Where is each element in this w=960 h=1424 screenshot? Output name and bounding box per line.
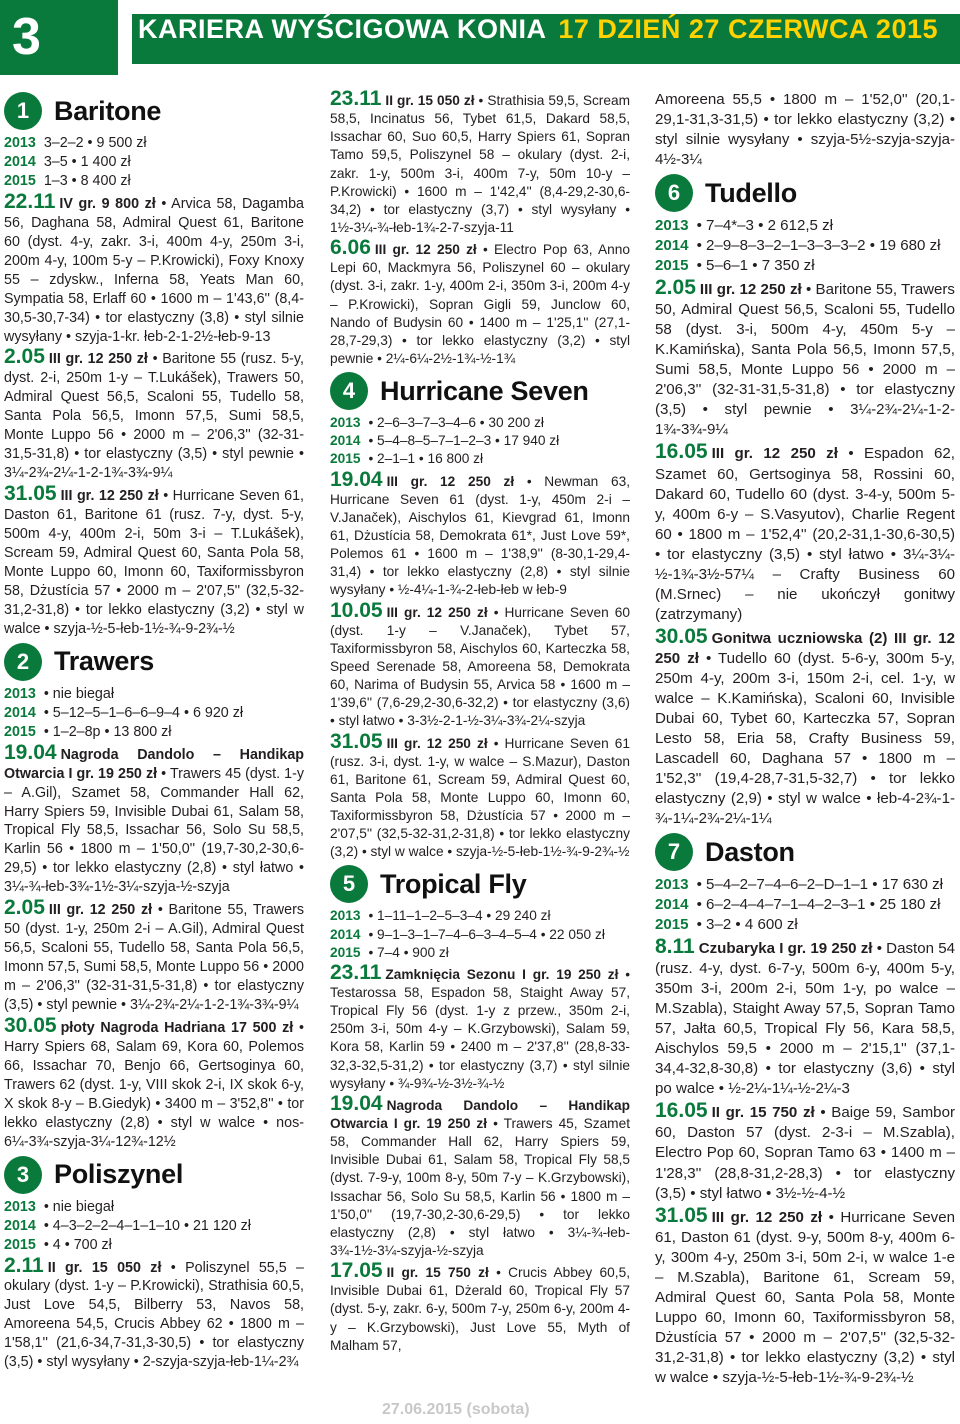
race-entry — [655, 278, 955, 440]
race-title: Zamknięcia Sezonu I gr. 19 250 zł — [385, 966, 619, 982]
race-entry — [4, 740, 304, 898]
season-results: • nie biegał — [43, 685, 114, 702]
race-date: 2.11 — [4, 1253, 44, 1277]
race-entry — [330, 729, 631, 862]
horse-header — [330, 372, 630, 410]
season-year: 2013 — [655, 217, 689, 235]
season-record — [4, 685, 304, 704]
season-record — [655, 875, 955, 895]
race-title: płoty Nagroda Hadriana 17 500 zł — [60, 1019, 294, 1036]
horse-number-badge: 2 — [4, 643, 42, 681]
race-entry — [655, 624, 955, 829]
race-details: • Baritone 55 (rusz. 5-y, dyst. 2-i, 250m 1-y – T.Lukášek), Trawers 50, Admiral Quest 56,5, Scaloni 55, Tudello 58, Santa Pola 56,5, Imonn 57,5, Sumi 58,5, Monte Luppo 56 • 2000 m – 2'06,3'' (32-31-31,5-31,8) • tor elastyczny (3,5) • styl pewnie • 3¼-2¾-2¼-1-2-1¾-3¾-9¼ — [4, 351, 304, 482]
season-record — [4, 1217, 304, 1236]
race-date: 30.05 — [655, 624, 708, 648]
season-record — [330, 450, 630, 468]
race-title: III gr. 12 250 zł — [711, 1208, 823, 1226]
race-date: 23.11 — [330, 87, 382, 110]
race-entry — [330, 467, 630, 600]
race-details: • Baritone 55, Trawers 50, Admiral Quest 56,5, Scaloni 55, Tudello 58 (dyst. 3-i, 500m 4-y, 450m 5-y – K.Kamińska), Santa Pola 56,5, Imonn 57,5, Sumi 58,5, Monte Luppo 56 • 2000 m – 2'06,3'' (32-31-31,5-31,8) • tor elastyczny (3,5) • styl pewnie • 3¼-2¾-2¼-1-2-1¾-3¾-9¼ — [655, 281, 955, 439]
race-details: • Hurricane Seven 61, Daston 61, Baritone 61 (rusz. 7-y, dyst. 5-y, 500m 4-y, 400m 2-i, 50m 3-i – T.Lukášek), Scream 59, Admiral Quest 60, Santa Pola 58, Monte Luppo 60, Imonn 60, Taxiformissbyron 58, Dżustícia 57 • 2000 m – 2'07,5'' (32,5-32-31,2-31,8) • tor lekko elastyczny (3,2) • styl w walce • szyja-½-5-łeb-1½-¾-9-2¾-½ — [4, 488, 304, 637]
season-results: • 5–4–2–7–4–6–2–D–1–1 • 17 630 zł — [696, 876, 943, 894]
season-record — [330, 414, 630, 432]
race-details: • Poliszynel 55,5 – okulary (dyst. 1-y – P.Krowicki), Strathisia 60,5, Just Love 54,5, Bilberry 53, Navos 58, Amoreena 54,5, Crucis Abbey 62 • 1800 m – 1'58,1'' (21,6-34,7-31,3-30,5) • tor elastyczny (3,5) • styl wysyłany • 2-szyja-szyja-łeb-1¼-2¾ — [4, 1259, 304, 1371]
season-results: • 5–12–5–1–6–6–9–4 • 6 920 zł — [43, 704, 244, 721]
season-year: 2013 — [4, 1198, 36, 1215]
season-results: • 7–4 • 900 zł — [368, 944, 449, 960]
season-record — [4, 704, 304, 723]
race-entry — [655, 937, 955, 1099]
season-results: • nie biegał — [43, 1198, 114, 1215]
race-title: II gr. 15 750 zł — [711, 1104, 815, 1122]
race-date: 16.05 — [655, 440, 708, 464]
horse-header — [330, 865, 630, 903]
race-details: • Crucis Abbey 60,5, Invisible Dubai 61, Dżerald 60, Tropical Fly 57 (dyst. 5-y, zakr. 6-y, 500m 7-y, 250m 6-y, 200m 4-y – K.Grzybowski), Just Love 55, Myth of Malham 57, — [330, 1265, 630, 1353]
horse-name: Trawers — [54, 646, 154, 677]
season-record — [4, 1198, 304, 1217]
horse-number-badge: 7 — [655, 833, 693, 871]
race-title: III gr. 12 250 zł — [711, 445, 838, 463]
race-date: 19.04 — [330, 1091, 383, 1115]
race-details: • Tudello 60 (dyst. 5-6-y, 300m 5-y, 250m 4-y, 200m 3-i, 150m 2-i, cel. 1-y, w walce – K.Kamińska), Scaloni 60, Invisible Dubai 60, Tybet 60, Karteczka 57, Sopran Lesto 58, Eria 58, Crafty Business 59, Lascadell 60, Daghana 57 • 1800 m – 1'52,3'' (19,4-28,7-31,5-32,7) • tor lekko elastyczny (2,9) • styl w walce • łeb-4-2¾-1-¾-1¼-2¾-2¼-1¼ — [655, 649, 955, 828]
horse-number-badge: 6 — [655, 174, 693, 212]
season-year: 2014 — [655, 237, 689, 255]
season-year: 2014 — [330, 926, 361, 942]
horse-header — [4, 92, 304, 130]
race-date: 23.11 — [330, 960, 382, 984]
season-record — [4, 153, 304, 172]
race-date: 31.05 — [655, 1203, 708, 1227]
season-record — [330, 907, 630, 925]
season-year: 2013 — [655, 876, 689, 894]
race-date: 16.05 — [655, 1099, 708, 1123]
race-title: III gr. 12 250 zł — [699, 281, 802, 299]
season-record — [655, 216, 955, 236]
season-year: 2015 — [330, 451, 361, 467]
race-details: • Baige 59, Sambor 60, Daston 57 (dyst. 2-3-i – M.Szabla), Electro Pop 60, Sopran Tamo 63 • 1400 m – 1'28,3'' (28,8-31,2-28,3) • tor elastyczny (3,5) • styl łatwo • 3½-½-4-½ — [655, 1104, 955, 1202]
season-year: 2013 — [4, 135, 36, 151]
season-results: • 4 • 700 zł — [43, 1236, 112, 1253]
race-entry — [330, 236, 631, 368]
race-date: 31.05 — [330, 729, 383, 753]
horse-header — [4, 1156, 304, 1194]
season-record — [330, 944, 630, 962]
season-results: 1–3 • 8 400 zł — [43, 172, 131, 189]
season-results: • 3–2 • 4 600 zł — [696, 916, 798, 934]
season-results: • 1–2–8p • 13 800 zł — [43, 723, 172, 740]
season-year: 2014 — [4, 704, 36, 721]
horse-header — [4, 643, 304, 681]
race-entry — [4, 189, 304, 347]
race-entry — [4, 896, 304, 1015]
race-date: 22.11 — [4, 189, 56, 213]
race-date: 19.04 — [330, 467, 383, 491]
race-title: II gr. 15 750 zł — [386, 1265, 489, 1281]
season-results: • 2–1–1 • 16 800 zł — [368, 451, 484, 467]
race-details: • Strathisia 59,5, Scream 58,5, Incinatus 56, Tybet 61,5, Dakard 58,5, Issachar 60, Suo 60,5, Harry Spiers 61, Sopran Tamo 59,5, Poliszynel 58 – okulary (dyst. 2-i, zakr. 1-y, 500m 3-i, 400m 7-y, 50m 10-y – P.Krowicki) • 1600 m – 1'42,4'' (8,4-29,2-30,6-34,2) • tor elastyczny (3,7) • styl wysyłany • 1½-3¼-¾-łeb-1¾-2-7-szyja-11 — [330, 93, 630, 235]
race-date: 6.06 — [330, 236, 371, 260]
season-record — [655, 915, 955, 935]
race-title: III gr. 12 250 zł — [386, 604, 488, 620]
horse-number-badge: 5 — [330, 865, 368, 903]
season-results: 3–2–2 • 9 500 zł — [43, 135, 147, 151]
season-record — [4, 1236, 304, 1255]
race-title: III gr. 12 250 zł — [60, 488, 159, 505]
race-date: 17.05 — [330, 1259, 383, 1283]
season-year: 2013 — [330, 908, 361, 924]
race-title: III gr. 12 250 zł — [386, 473, 515, 489]
season-results: • 1–11–1–2–5–3–4 • 29 240 zł — [368, 908, 551, 924]
race-details: • Arvica 58, Dagamba 56, Daghana 58, Admiral Quest 61, Baritone 60 (dyst. 4-y, zakr. 3-i, 400m 4-y, 250m 3-i, 200m 4-y, 100m 5-y – P.Krowicki), Foxy Knoxy 55 – zdyskw., Inferna 58, Yeats Man 60, Sympatia 58, Erlaff 60 • 1600 m – 1'43,6'' (8,4-30,5-30,7-34) • tor elastyczny (3,8) • styl silnie wysyłany • szyja-1-kr. łeb-2-1-2½-łeb-9-13 — [4, 195, 304, 345]
horse-number-badge: 3 — [4, 1156, 42, 1194]
race-title: IV gr. 9 800 zł — [59, 195, 156, 212]
season-record — [4, 134, 304, 153]
race-date: 30.05 — [4, 1013, 57, 1037]
season-year: 2015 — [4, 723, 36, 740]
race-title: Nagroda Dandolo – Handikap Otwarcia I gr. 19 250 zł — [4, 746, 304, 782]
race-entry — [655, 1203, 955, 1388]
race-day-date: 17 DZIEŃ 27 CZERWCA 2015 — [558, 14, 938, 44]
season-year: 2014 — [4, 153, 36, 170]
race-details: • Electro Pop 63, Anno Lepi 60, Mackmyra 56, Poliszynel 60 – okulary (dyst. 3-i, zakr. 1-y, 400m 2-i, 350m 3-i, 200m 4-y – P.Krowicki), Sopran Gigli 59, Junclow 60, Nando of Budysin 60 • 1400 m – 1'25,1'' (27,1-28,7-29,3) • tor lekko elastyczny (3,2) • styl pewnie • 2¼-6¼-2½-1¾-½-1¾ — [330, 242, 631, 366]
race-date: 10.05 — [330, 598, 383, 622]
page-title: KARIERA WYŚCIGOWA KONIA — [138, 14, 547, 44]
season-year: 2015 — [655, 916, 689, 934]
horse-name: Tudello — [705, 177, 797, 208]
race-entry — [4, 345, 304, 483]
race-continuation: Amoreena 55,5 • 1800 m – 1'52,0'' (20,1-29,1-31,3-31,5) • tor lekko elastyczny (3,2) • styl silnie wysyłany • szyja-5½-szyja-szyja-4½-3¼ — [655, 91, 955, 169]
race-details: • Harry Spiers 68, Salam 69, Kora 60, Polemos 66, Issachar 70, Benjo 66, Gertsoginya 60, Trawers 62 (dyst. 1-y, VIII skok 2-i, IX skok 6-y, X skok 8-y – B.Giedyk) • 3400 m – 3'52,8'' • tor lekko elastyczny (2,8) • styl w walce • nos-6¼-3¾-szyja-3¼-12¾-12½ — [4, 1019, 304, 1150]
race-details: • Trawers 45, Szamet 58, Commander Hall 62, Harry Spiers 59, Invisible Dubai 61, Salam 58, Tropical Fly 58,5 (dyst. 7-9-y, 100m 8-y, 50m 7-y – K.Grzybowski), Issachar 56, Solo Su 58,5, Karlin 56 • 1800 m – 1'50,0'' (19,7-30,2-30,6-29,5) • tor lekko elastyczny (2,8) • styl łatwo • 3¼-¾-łeb-3¾-1½-3¼-szyja-½-szyja — [330, 1116, 630, 1259]
horse-name: Tropical Fly — [380, 868, 527, 899]
season-results: • 9–1–3–1–7–4–6–3–4–5–4 • 22 050 zł — [368, 926, 605, 942]
season-record — [4, 723, 304, 742]
header-divider — [118, 0, 132, 75]
footer-date: 27.06.2015 (sobota) — [382, 1401, 530, 1418]
horse-header — [655, 174, 955, 212]
season-year: 2015 — [4, 172, 36, 189]
race-title: III gr. 12 250 zł — [48, 351, 148, 368]
race-title: II gr. 15 050 zł — [385, 93, 475, 108]
season-results: • 5–6–1 • 7 350 zł — [696, 257, 815, 275]
horse-number-badge: 1 — [4, 92, 42, 130]
race-title: Gonitwa uczniowska (2) III gr. 12 250 zł — [655, 629, 955, 667]
race-entry — [4, 1013, 304, 1152]
race-title: III gr. 12 250 zł — [48, 902, 153, 919]
column-left — [4, 88, 304, 1372]
horse-header — [655, 833, 955, 871]
season-record — [655, 236, 955, 256]
page-header — [0, 0, 960, 75]
page-number: 3 — [0, 0, 120, 75]
race-date: 2.05 — [655, 276, 696, 300]
race-details: • Hurricane Seven 61, Daston 61 (dyst. 9-y, 500m 8-y, 400m 6-y, 300m 4-y, 250m 3-i, 50m 2-i, w walce 1-e – M.Szabla), Baritone 61, Scream 59, Admiral Quest 60, Santa Pola 58, Monte Luppo 60, Imonn 60, Taxiformissbyron 58, Dżustícia 57 • 2000 m – 2'07,5'' (32,5-32-31,2-31,8) • tor lekko elastyczny (3,2) • styl w walce • szyja-½-5-łeb-1½-¾-9-2¾-½ — [655, 1208, 955, 1386]
season-year: 2014 — [655, 896, 689, 914]
season-results: • 5–4–8–5–7–1–2–3 • 17 940 zł — [368, 433, 560, 449]
horse-name: Poliszynel — [54, 1159, 184, 1190]
season-record — [330, 926, 630, 944]
race-details: • Testarossa 58, Espadon 58, Staight Away 57, Tropical Fly 56 (dyst. 1-y z przew., 350m 2-i, 250m 3-i, 50m 4-y – K.Grzybowski), Salam 59, Kora 58, Karlin 59 • 2400 m – 2'37,8'' (28,8-33-32,3-32,5-31,2) • tor elastyczny (3,7) • styl silnie wysyłany • ¾-9¾-½-3½-¾-½ — [330, 966, 630, 1091]
race-entry — [330, 87, 630, 237]
race-title: III gr. 12 250 zł — [386, 735, 488, 751]
season-year: 2013 — [330, 415, 361, 431]
race-entry — [330, 960, 630, 1093]
season-results: • 4–3–2–2–4–1–1–10 • 21 120 zł — [43, 1217, 251, 1234]
horse-name: Hurricane Seven — [380, 375, 589, 406]
race-details: • Daston 54 (rusz. 4-y, dyst. 6-7-y, 500m 6-y, 400m 5-y, 350m 3-i, 200m 2-i, 50m 1-y, po walce – M.Szabla), Staight Away 57,5, Sopran Tamo 57, Jałta 60,5, Tropical Fly 56, Kara 58,5, Aischylos 59,5 • 2000 m – 2'15,1'' (37,1-34,4-32,8-30,8) • tor elastyczny (3,6) • styl po walce • ½-2¼-1¼-½-2¼-3 — [655, 940, 955, 1098]
season-record — [655, 256, 955, 276]
season-results: 3–5 • 1 400 zł — [43, 153, 131, 170]
race-details: • Newman 63, Hurricane Seven 61 (dyst. 1-y, 450m 2-i – V.Janaček), Aischylos 61, Kievgrad 61, Imonn 61, Dżustícia 58, Demokrata 61*, Just Love 59*, Polemos 61 • 1600 m – 1'38,9'' (8-30,1-29,4-31,4) • tor lekko elastyczny (2,8) • styl silnie wysyłany • ½-4¼-1-¾-2-łeb-łeb w łeb-9 — [330, 473, 630, 598]
column-middle — [330, 88, 630, 1355]
horse-number-badge: 4 — [330, 372, 368, 410]
season-year: 2015 — [655, 257, 689, 275]
race-details: • Hurricane Seven 61 (rusz. 3-i, dyst. 1-y, w walce – S.Mazur), Daston 61, Baritone 61, Scream 59, Admiral Quest 60, Santa Pola 58, Monte Luppo 60, Imonn 60, Taxiformissbyron 58, Dżustícia 57 • 2000 m – 2'07,5'' (32,5-32-31,2-31,8) • tor lekko elastyczny (3,2) • styl w walce • szyja-½-5-łeb-1½-¾-9-2¾-½ — [330, 735, 631, 860]
race-date: 8.11 — [655, 935, 695, 959]
race-title: II gr. 15 050 zł — [47, 1259, 162, 1276]
season-year: 2013 — [4, 685, 36, 702]
race-date: 2.05 — [4, 896, 45, 920]
race-title: Nagroda Dandolo – Handikap Otwarcia I gr. 19 250 zł — [330, 1097, 630, 1132]
race-entry — [330, 1259, 630, 1355]
race-entry — [4, 1253, 304, 1373]
race-details: • Baritone 55, Trawers 50 (dyst. 1-y, 250m 2-i – A.Gil), Admiral Quest 56,5, Scaloni 55, Tudello 58, Santa Pola 56,5, Imonn 57,5, Sumi 58,5, Monte Luppo 56 • 2000 m – 2'06,3'' (32-31-31,5-31,8) • tor elastyczny (3,5) • styl pewnie • 3¼-2¾-2¼-1-2-1¾-3¾-9¼ — [4, 902, 304, 1014]
race-date: 2.05 — [4, 345, 45, 369]
season-results: • 2–6–3–7–3–4–6 • 30 200 zł — [368, 415, 544, 431]
season-results: • 7–4*–3 • 2 612,5 zł — [696, 217, 834, 235]
race-details: • Espadon 62, Szamet 60, Gertsoginya 58, Rossini 60, Dakard 60, Tudello 60 (dyst. 3-4-y, 500m 5-y, 400m 6-y – S.Vasyutov), Charlie Regent 60 • 1800 m – 1'52,4'' (20,2-31,1-30,6-30,5) • tor elastyczny (3,5) • styl łatwo • 3¼-3¼-½-1¾-3½-57¼ – Crafty Business 60 (M.Srnec) – nie ukończył gonitwy (zatrzymany) — [655, 445, 955, 623]
season-year: 2014 — [330, 433, 361, 449]
season-year: 2015 — [4, 1236, 36, 1253]
race-entry — [330, 1091, 630, 1260]
race-entry — [330, 598, 631, 731]
race-date: 31.05 — [4, 482, 57, 506]
race-entry — [655, 1101, 955, 1203]
season-results: • 2–9–8–3–2–1–3–3–3–2 • 19 680 zł — [696, 237, 941, 255]
season-record — [4, 172, 304, 191]
race-details: • Hurricane Seven 60 (dyst. 1-y – V.Janaček), Tybet 57, Taxiformissbyron 58, Aischylos 60, Karteczka 58, Speed Serenade 58, Amoreena 58, Demokrata 60, Narima of Budysin 55, Arvica 58 • 1600 m – 1'39,6'' (7,6-29,2-30,6-32,2) • tor elastyczny (3,6) • styl łatwo • 3-3½-2-1-½-3¼-3¾-2¼-szyja — [330, 604, 631, 729]
season-record — [330, 432, 630, 450]
race-date: 19.04 — [4, 740, 57, 764]
race-title: Czubaryka I gr. 19 250 zł — [698, 940, 873, 958]
column-right — [655, 88, 955, 1388]
season-year: 2015 — [330, 944, 361, 960]
race-title: III gr. 12 250 zł — [374, 242, 477, 258]
race-entry — [4, 482, 304, 639]
season-year: 2014 — [4, 1217, 36, 1234]
season-record — [655, 895, 955, 915]
horse-name: Daston — [705, 836, 795, 867]
race-entry — [655, 442, 955, 624]
horse-name: Baritone — [54, 95, 162, 126]
race-details: • Trawers 45 (dyst. 1-y – A.Gil), Szamet 58, Commander Hall 62, Harry Spiers 59, Invisible Dubai 61, Salam 58, Tropical Fly 58,5, Issachar 56, Solo Su 58,5, Karlin 56 • 1800 m – 1'50,0'' (19,7-30,2-30,6-29,5) • tor lekko elastyczny (2,8) • styl łatwo • 3¼-¾-łeb-3¾-1½-3¼-szyja-½-szyja — [4, 765, 304, 896]
season-results: • 6–2–4–4–7–1–4–2–3–1 • 25 180 zł — [696, 896, 941, 914]
